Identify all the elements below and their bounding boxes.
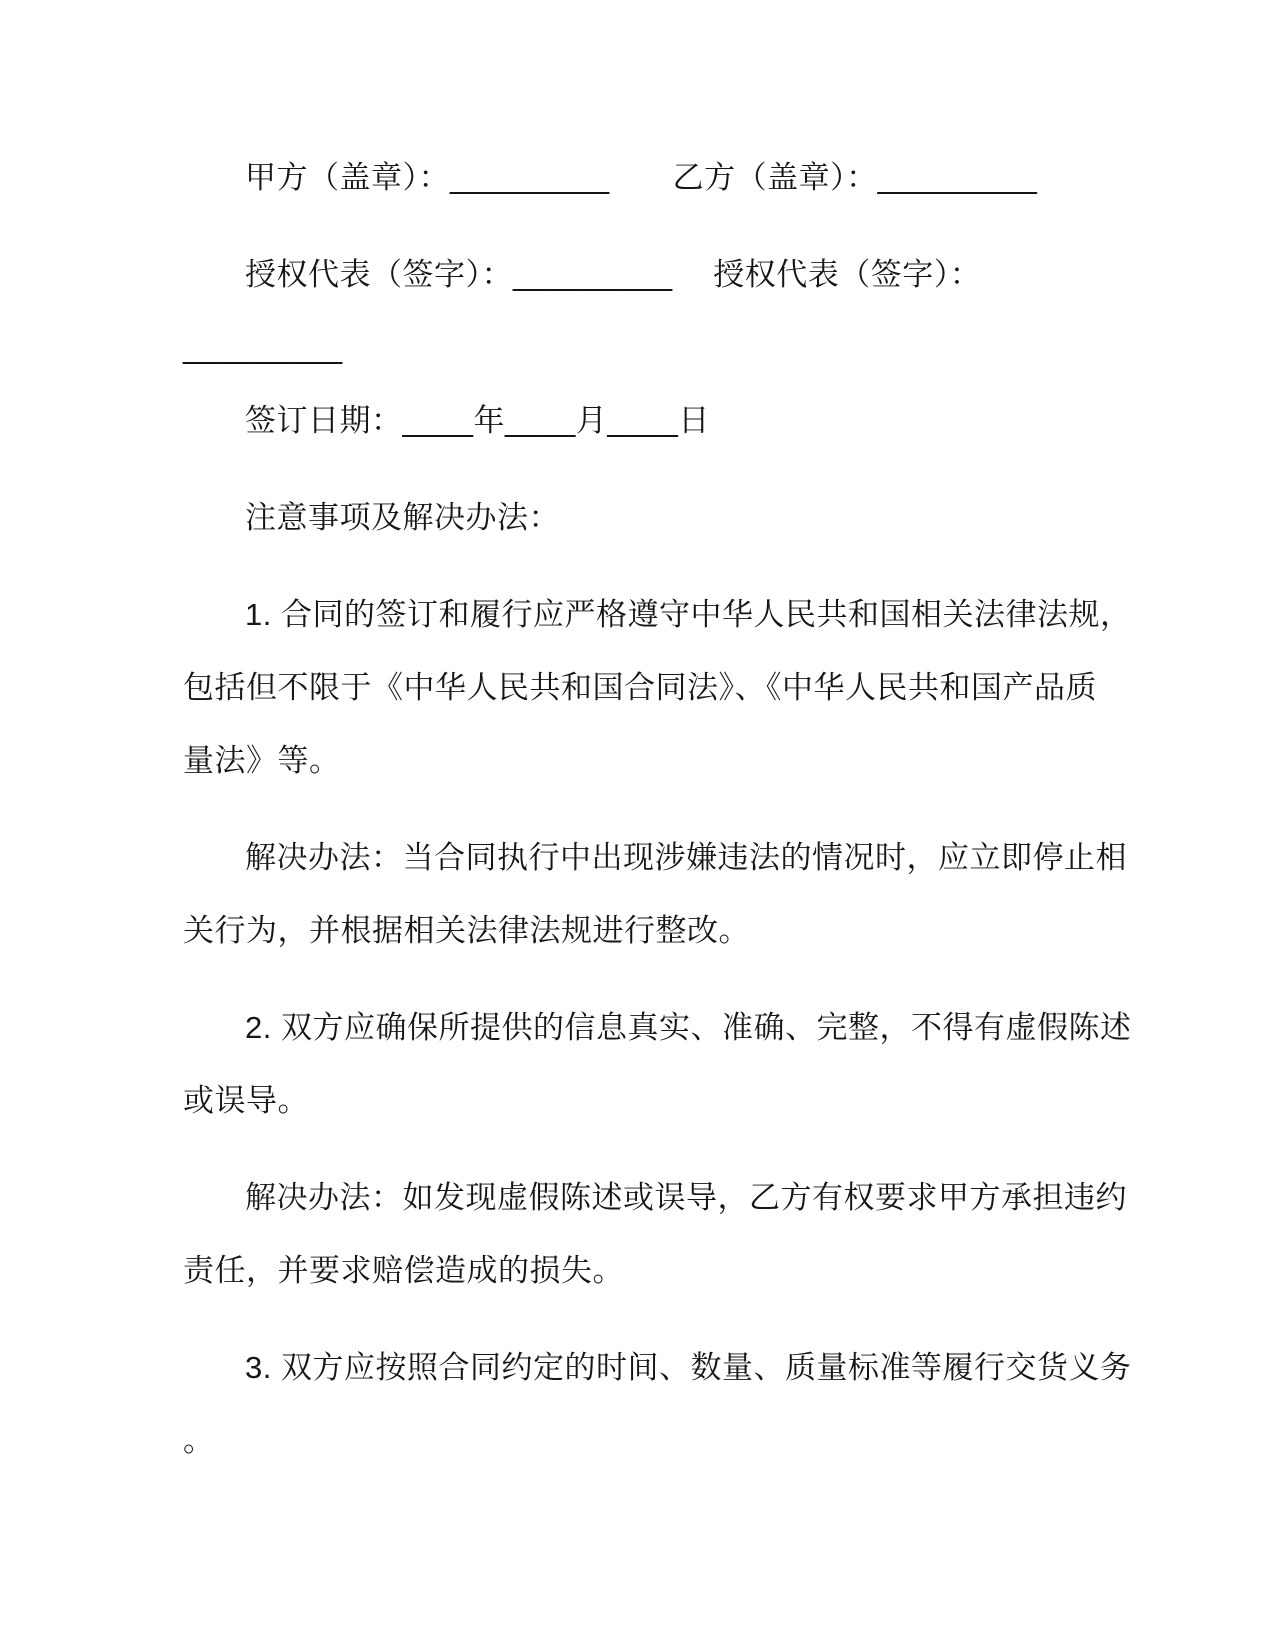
paragraph-solution-2 — [183, 1161, 1125, 1307]
text-line: 包括但不限于《中华人民共和国合同法》、《中华人民共和国产品质 — [183, 670, 1097, 705]
paragraph-seal-row — [183, 141, 1125, 214]
text-line: 解决办法：如发现虚假陈述或误导，乙方有权要求甲方承担违约 — [245, 1180, 1127, 1215]
paragraph-authorized-representative-row — [183, 238, 1125, 384]
paragraph-signing-date-row — [183, 384, 1125, 457]
text-line: 甲方（盖章）：_________ 乙方（盖章）：_________ — [245, 160, 1038, 195]
text-line: 授权代表（签字）：_________ 授权代表（签字）： — [245, 257, 982, 292]
text-line: 。 — [183, 1423, 215, 1458]
paragraph-notes-heading — [183, 481, 1125, 554]
paragraph-note-item-3 — [183, 1331, 1132, 1477]
text-line: _________ — [183, 330, 343, 365]
text-line: 注意事项及解决办法： — [245, 500, 560, 535]
paragraph-note-item-2 — [183, 991, 1132, 1137]
text-line: 3. 双方应按照合同约定的时间、数量、质量标准等履行交货义务 — [245, 1350, 1132, 1385]
text-line: 解决办法：当合同执行中出现涉嫌违法的情况时，应立即停止相 — [245, 840, 1127, 875]
text-line: 量法》等。 — [183, 743, 341, 778]
text-line: 责任，并要求赔偿造成的损失。 — [183, 1253, 624, 1288]
text-line: 或误导。 — [183, 1083, 309, 1118]
text-line: 1. 合同的签订和履行应严格遵守中华人民共和国相关法律法规， — [245, 597, 1132, 632]
text-line: 签订日期：____年____月____日 — [245, 403, 710, 438]
paragraph-note-item-1 — [183, 578, 1132, 797]
paragraph-solution-1 — [183, 821, 1125, 967]
text-line: 2. 双方应确保所提供的信息真实、准确、完整，不得有虚假陈述 — [245, 1010, 1132, 1045]
text-line: 关行为，并根据相关法律法规进行整改。 — [183, 913, 750, 948]
